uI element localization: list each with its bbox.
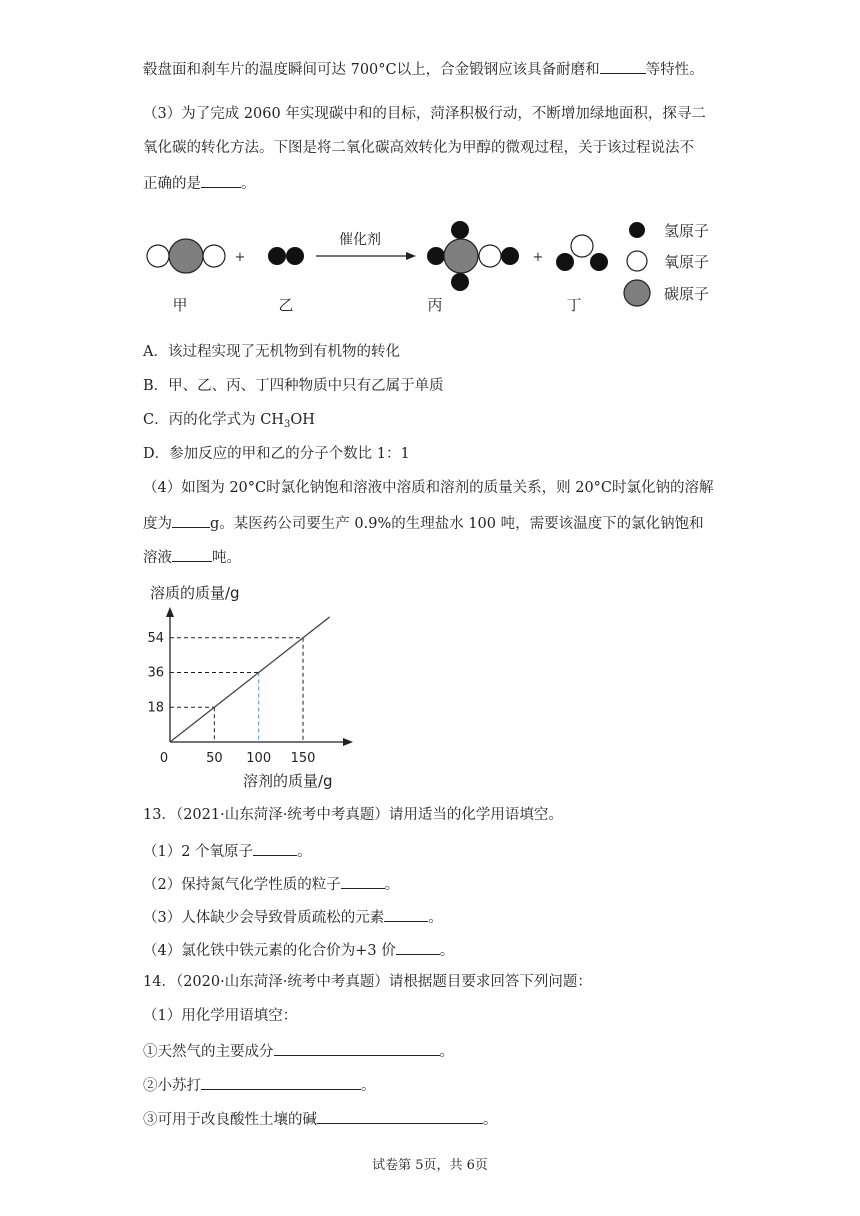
y-axis-label: 溶质的质量/g [150,584,240,602]
q13-item-3 [143,906,443,928]
y-tick-label: 18 [147,700,164,716]
arrow-head [406,252,416,260]
answer-blank[interactable] [274,1040,440,1056]
text: ①天然气的主要成分 [143,1044,274,1060]
catalyst-label: 催化剂 [339,232,381,248]
q12-part3-line-2: 氧化碳的转化方法。下图是将二氧化碳高效转化为甲醇的微观过程，关于该过程说法不 [143,140,694,156]
text: （1）2 个氧原子 [143,844,254,860]
q13-item-2 [143,873,399,895]
text: 等特性。 [645,62,704,78]
x-tick-label: 50 [206,751,223,766]
q14-item-2 [143,1074,376,1096]
answer-blank[interactable] [172,512,210,528]
answer-blank[interactable] [201,1074,361,1090]
option-c [143,410,315,435]
text: 吨。 [212,550,241,566]
text: 。 [361,1078,376,1094]
text: ③可用于改良酸性土壤的碱 [143,1112,317,1128]
text: 。 [439,1044,454,1060]
text: C．丙的化学式为 CH [143,412,284,428]
text: 。 [439,943,455,959]
molecule-yi [268,247,304,265]
oxygen-legend-icon [627,251,647,271]
y-axis-arrow [166,607,174,617]
molecule-bing [427,221,519,291]
molecule-ding [556,235,608,271]
page-footer: 试卷第 5页，共 6页 [372,1158,488,1173]
answer-blank[interactable] [600,58,646,74]
subscript: 3 [283,419,291,430]
x-tick-label: 0 [159,751,169,766]
text: 溶液 [143,550,172,566]
text: （3）人体缺少会导致骨质疏松的元素 [143,910,385,926]
text: （4）氯化铁中铁元素的化合价为+3 价 [143,943,396,959]
q14-sub-1: （1）用化学用语填空： [143,1008,298,1024]
legend-oxygen: 氧原子 [664,253,710,271]
answer-blank[interactable] [396,939,440,955]
answer-blank[interactable] [253,840,297,856]
q14-title: 14．（2020·山东菏泽·统考中考真题）请根据题目要求回答下列问题： [143,974,592,990]
label-yi: 乙 [278,296,294,314]
option-d: D．参加反应的甲和乙的分子个数比 1：1 [143,446,410,462]
label-ding: 丁 [566,296,582,314]
q12-part3-line-3 [143,172,256,194]
answer-blank[interactable] [172,546,212,562]
plus-sign: + [234,250,246,265]
hydrogen-legend-icon [629,222,645,238]
q13-title: 13．（2021·山东菏泽·统考中考真题）请用适当的化学用语填空。 [143,807,563,823]
q13-item-4 [143,939,454,961]
text: 。 [241,176,256,192]
text: OH [290,412,315,428]
answer-blank[interactable] [201,172,241,188]
answer-blank[interactable] [317,1108,483,1124]
q14-item-3 [143,1108,498,1130]
q12-part3-line-1: （3）为了完成 2060 年实现碳中和的目标，菏泽积极行动，不断增加绿地面积，探寻二 [143,106,706,122]
q12-part4-line-3 [143,546,241,568]
text: 度为 [143,516,172,532]
text: ②小苏打 [143,1078,201,1094]
y-tick-label: 54 [147,630,164,646]
carbon-legend-icon [624,280,650,306]
label-jia: 甲 [172,296,188,314]
text: 。 [428,910,443,926]
option-a: A．该过程实现了无机物到有机物的转化 [143,344,400,360]
text: （2）保持氮气化学性质的粒子 [143,877,341,893]
legend-hydrogen: 氢原子 [664,222,710,240]
label-bing: 丙 [427,296,443,314]
text: 。 [297,844,312,860]
text: 毂盘面和刹车片的温度瞬间可达 700°C以上，合金锻钢应该具备耐磨和 [143,62,600,78]
y-tick-label: 36 [147,665,164,681]
legend-carbon: 碳原子 [664,285,710,303]
text: g。某医药公司要生产 0.9%的生理盐水 100 吨，需要该温度下的氯化钠饱和 [210,516,704,532]
q12-part4-line-1: （4）如图为 20°C时氯化钠饱和溶液中溶质和溶剂的质量关系，则 20°C时氯化钠的溶解 [143,480,714,496]
q14-item-1 [143,1040,454,1062]
x-tick-label: 100 [246,751,272,766]
molecule-jia [147,239,225,273]
q13-item-1 [143,840,312,862]
reaction-diagram [140,210,730,320]
answer-blank[interactable] [384,906,428,922]
answer-blank[interactable] [341,873,385,889]
text: 。 [483,1112,498,1128]
text: 正确的是 [143,176,201,192]
solubility-chart [145,580,370,795]
x-tick-label: 150 [290,751,316,766]
option-b: B．甲、乙、丙、丁四种物质中只有乙属于单质 [143,378,444,394]
plus-sign: + [532,250,544,265]
text: 。 [384,877,400,893]
q12-line-1 [143,58,704,80]
legend [624,222,709,306]
q12-part4-line-2 [143,512,704,534]
data-line [170,617,330,742]
x-axis-arrow [343,738,353,746]
x-axis-label: 溶剂的质量/g [243,772,333,790]
